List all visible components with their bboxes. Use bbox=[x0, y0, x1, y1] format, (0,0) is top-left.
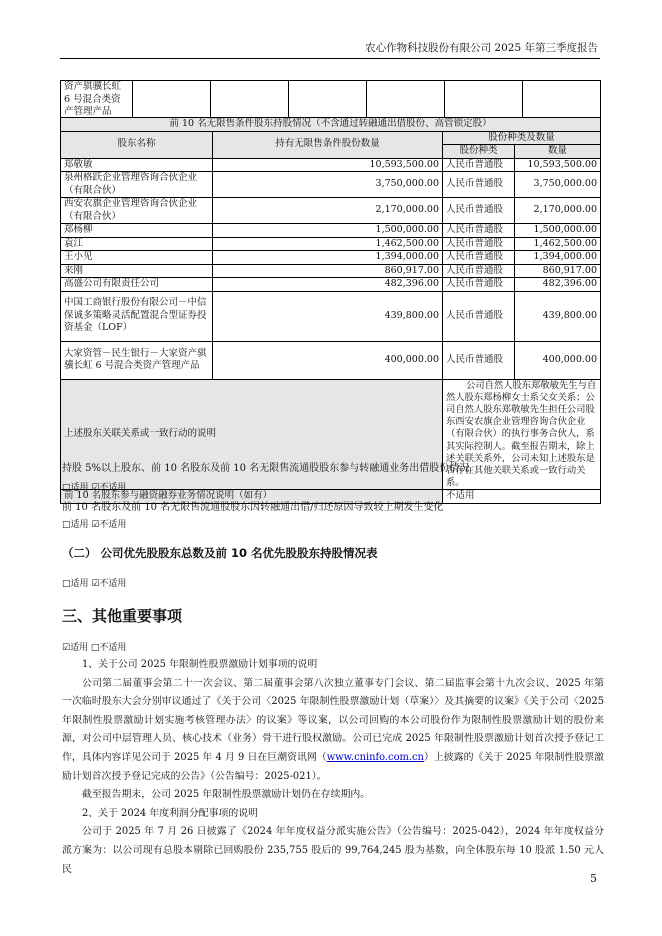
q2-applicable: □适用 ☑不适用 bbox=[62, 520, 127, 530]
continued-product-name: 资产骐骥长虹 6 号混合类资 产管理产品 bbox=[61, 81, 133, 120]
item-2-paragraph: 公司于 2025 年 7 月 26 日披露了《2024 年年度权益分派实施公告》（公告编号：2025-042），2024 年年度权益分派方案为：以公司现有总股本剔除已回购股份 235,755 股后的 99,764,245 股为基数，向全体股东每 10 股派 1.50 元人民 bbox=[62, 826, 604, 875]
table-row: 大家资管－民生银行－大家资产骐骥长虹 6 号混合类资产管理产品 400,000.00 人民币普通股 400,000.00 bbox=[61, 341, 601, 379]
q2-text: 前 10 名股东及前 10 名无限售流通股股东因转融通出借/归还原因导致较上期发生变化 bbox=[62, 502, 444, 513]
section-2-title: （二） 公司优先股股东总数及前 10 名优先股股东持股情况表 bbox=[62, 546, 378, 560]
section-3-title: 三、其他重要事项 bbox=[62, 607, 183, 625]
section-3-body bbox=[62, 656, 604, 879]
col-header-type-group: 股份种类及数量 bbox=[443, 131, 601, 145]
relation-label: 上述股东关联关系或一致行动的说明 bbox=[61, 379, 443, 490]
continued-table bbox=[60, 80, 601, 120]
table-row: 高盛公司有限责任公司 482,396.00 人民币普通股 482,396.00 bbox=[61, 278, 601, 292]
cninfo-link[interactable]: www.cninfo.com.cn bbox=[326, 751, 424, 763]
header-rule bbox=[60, 58, 600, 59]
table-row: 郑敬敏 10,593,500.00 人民币普通股 10,593,500.00 bbox=[61, 158, 601, 172]
table-row: 西安农旗企业管理咨询合伙企业（有限合伙） 2,170,000.00 人民币普通股 2,170,000.00 bbox=[61, 198, 601, 224]
item-1-title: 1、关于公司 2025 年限制性股票激励计划事项的说明 bbox=[82, 659, 318, 670]
col-header-qty: 持有无限售条件股份数量 bbox=[213, 131, 443, 158]
col-header-amount: 数量 bbox=[515, 145, 601, 159]
margin-trading-value: 不适用 bbox=[443, 490, 601, 504]
item-2-title: 2、关于 2024 年度利润分配事项的说明 bbox=[82, 807, 258, 819]
q1-applicable: □适用 ☑不适用 bbox=[62, 483, 127, 493]
table-row: 王小见 1,394,000.00 人民币普通股 1,394,000.00 bbox=[61, 251, 601, 265]
page-number: 5 bbox=[590, 872, 597, 885]
col-header-type: 股份种类 bbox=[443, 145, 515, 159]
section-2-applicable: □适用 ☑不适用 bbox=[62, 579, 127, 589]
page-header: 农心作物科技股份有限公司 2025 年第三季度报告 bbox=[365, 42, 598, 54]
item-1-status: 截至报告期末，公司 2025 年限制性股票激励计划仍在存续期内。 bbox=[82, 789, 371, 801]
q1-text: 持股 5%以上股东、前 10 名股东及前 10 名无限售流通股股东参与转融通业务出借股份情况 bbox=[62, 463, 470, 474]
table-row: 袁江 1,462,500.00 人民币普通股 1,462,500.00 bbox=[61, 237, 601, 251]
table-row: 中国工商银行股份有限公司－中信保诚多策略灵活配置混合型证券投资基金（LOF） 439,800.00 人民币普通股 439,800.00 bbox=[61, 291, 601, 341]
item-1-paragraph: 公司第二届董事会第二十一次会议、第二届董事会第八次独立董事专门会议、第二届监事会第十九次会议、2025 年第一次临时股东大会分别审议通过了《关于公司〈2025 年限制性股票激励计划（草案）〉及其摘要的议案》《关于公司〈2025 年限制性股票激励计划实施考核管理办法〉的议案》等议案，以公司回购的本公司股份作为限制性股票激励计划的股份来源，对公司中层管理人员、核心技术（业务）骨干进行股权激励。公司已完成 2025 年限制性股票激励计划首次授予登记工作，具体内容详见公司于 2025 年 4 月 9 日在巨潮资讯网（www.cninfo.com.cn）上披露的《关于 2025 年限制性股票激励计划首次授予登记完成的公告》（公告编号：2025-021）。 bbox=[62, 677, 604, 782]
section-3-applicable: ☑适用 □不适用 bbox=[62, 643, 127, 653]
table-row: 来刚 860,917.00 人民币普通股 860,917.00 bbox=[61, 264, 601, 278]
relation-text: 公司自然人股东郑敬敏先生与自然人股东郑杨柳女士系父女关系；公司自然人股东郑敬敏先生担任公司股东西安农旗企业管理咨询合伙企业（有限合伙）的执行事务合伙人，系其实际控制人。截至报告期末，除上述关联关系外，公司未知上述股东是否存在其他关联关系或一致行动关系。 bbox=[443, 379, 601, 490]
table-title: 前 10 名无限售条件股东持股情况（不含通过转融通出借股份、高管锁定股） bbox=[61, 118, 601, 132]
table-row: 泉州格跃企业管理咨询合伙企业（有限合伙） 3,750,000.00 人民币普通股 3,750,000.00 bbox=[61, 172, 601, 198]
margin-trading-label: 前 10 名股东参与融资融券业务情况说明（如有） bbox=[61, 490, 443, 504]
top10-unrestricted-holders-table bbox=[60, 117, 601, 504]
table-row: 郑杨柳 1,500,000.00 人民币普通股 1,500,000.00 bbox=[61, 224, 601, 238]
col-header-holder: 股东名称 bbox=[61, 131, 213, 158]
